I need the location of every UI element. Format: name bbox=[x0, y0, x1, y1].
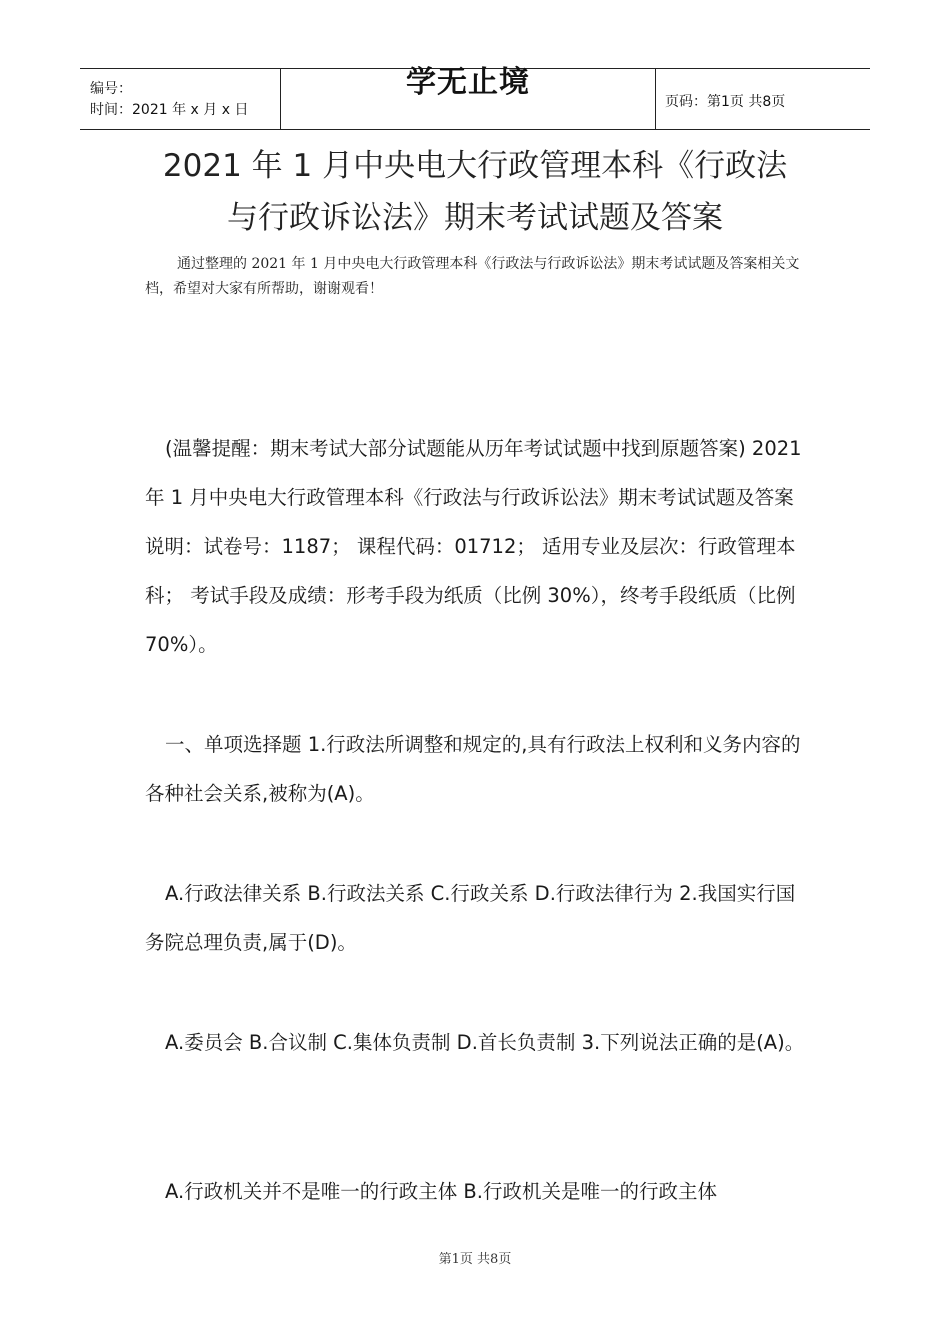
document-number-label: 编号： bbox=[90, 81, 132, 97]
question-paragraph-2: A.行政法律关系 B.行政法关系 C.行政关系 D.行政法律行为 2.我国实行国务院总理负责,属于(D)。 bbox=[145, 882, 796, 954]
header-brand-cell bbox=[281, 65, 656, 129]
title-line-1: 2021 年 1 月中央电大行政管理本科《行政法 bbox=[162, 148, 788, 184]
page-footer: 第1页 共8页 bbox=[438, 1252, 512, 1267]
intro-paragraph: 通过整理的 2021 年 1 月中央电大行政管理本科《行政法与行政诉讼法》期末考试试题及答案相关文档，希望对大家有所帮助，谢谢观看！ bbox=[145, 256, 800, 297]
header-table bbox=[80, 65, 870, 130]
reminder-paragraph: (温馨提醒：期末考试大部分试题能从历年考试试题中找到原题答案) 2021 年 1 月中央电大行政管理本科《行政法与行政诉讼法》期末考试试题及答案 说明：试卷号：1187； 课程代码：01712； 适用专业及层次：行政管理本科； 考试手段及成绩：形考手段为纸质（比例 30%），终考手段纸质（比例 70%）。 bbox=[145, 437, 802, 656]
question-paragraph-1: 一、单项选择题 1.行政法所调整和规定的,具有行政法上权利和义务内容的各种社会关系,被称为(A)。 bbox=[145, 733, 801, 805]
question-paragraph-3: A.委员会 B.合议制 C.集体负责制 D.首长负责制 3.下列说法正确的是(A)。 bbox=[165, 1031, 805, 1054]
header-page-cell bbox=[656, 69, 870, 129]
document-time-label: 时间：2021 年 x 月 x 日 bbox=[90, 102, 249, 118]
page-info: 页码：第1页 共8页 bbox=[665, 94, 786, 110]
brand-title: 学无止境 bbox=[406, 65, 530, 100]
title-line-2: 与行政诉讼法》期末考试试题及答案 bbox=[227, 200, 723, 236]
question-paragraph-4: A.行政机关并不是唯一的行政主体 B.行政机关是唯一的行政主体 bbox=[165, 1180, 717, 1203]
header-left-cell bbox=[80, 69, 281, 129]
document-title bbox=[120, 140, 830, 244]
